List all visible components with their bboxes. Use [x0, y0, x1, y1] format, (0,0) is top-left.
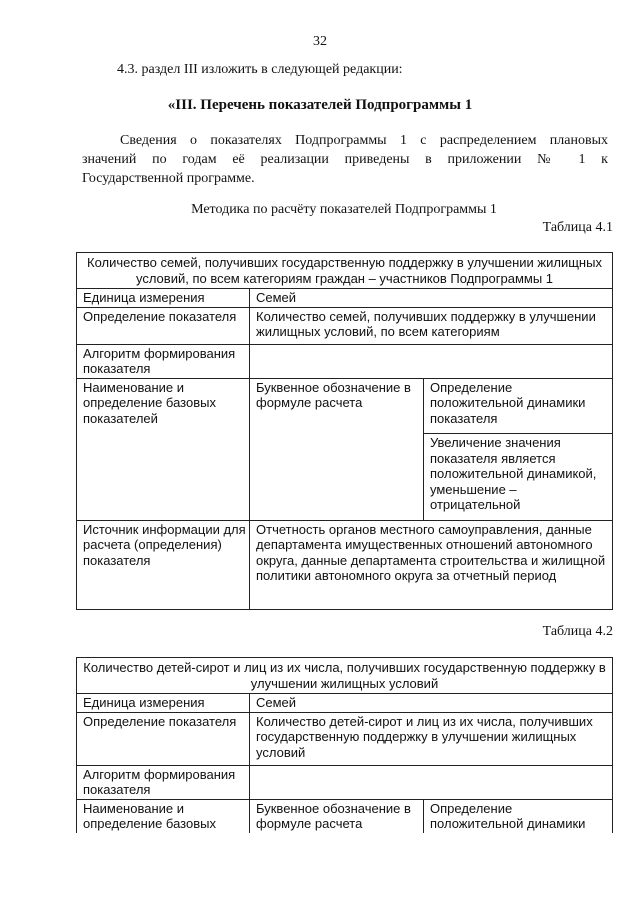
table-title: Количество семей, получивших государственную поддержку в улучшении жилищных условий, по всем категориям граждан – участников Подпрограммы 1	[77, 253, 613, 289]
table-cell-label: Определение показателя	[77, 307, 250, 344]
table-cell-label: Алгоритм формирования показателя	[77, 344, 250, 378]
paragraph-line: Сведения о показателях Подпрограммы 1 с распределением плановых	[120, 133, 608, 148]
table-cell-label: Буквенное обозначение в формуле расчета	[250, 799, 424, 833]
table-cell-label: Буквенное обозначение в формуле расчета	[250, 378, 424, 434]
table-cell-value: Семей	[250, 289, 613, 308]
table-cell-value: Увеличение значения показателя является положительной динамикой, уменьшение – отрицательной	[424, 434, 613, 521]
table-cell-value: Количество детей-сирот и лиц из их числа, получивших государственную поддержку в улучшении жилищных условий	[250, 712, 613, 765]
table-cell-label: Источник информации для расчета (определения) показателя	[77, 520, 250, 609]
paragraph-line: Государственной программе.	[82, 171, 255, 186]
table2-caption: Таблица 4.2	[542, 624, 613, 639]
table-cell-value	[250, 765, 613, 799]
section-heading: «III. Перечень показателей Подпрограммы 1	[167, 97, 473, 113]
table-title: Количество детей-сирот и лиц из их числа, получивших государственную поддержку в улучшении жилищных условий	[77, 658, 613, 694]
table1-caption: Таблица 4.1	[542, 220, 613, 235]
methodology-title: Методика по расчёту показателей Подпрограммы 1	[191, 202, 497, 217]
table-row	[77, 799, 613, 833]
paragraph-line: значений по годам её реализации приведены в приложении № 1 к	[82, 152, 608, 167]
indicator-table-2	[76, 657, 613, 833]
table-cell-label: Наименование и определение базовых показателей	[77, 378, 250, 434]
table-cell-label: Определение показателя	[77, 712, 250, 765]
table-cell-label: Единица измерения	[77, 694, 250, 713]
table-cell-label: Алгоритм формирования показателя	[77, 765, 250, 799]
table-cell-label: Наименование и определение базовых	[77, 799, 250, 833]
table-row	[77, 658, 613, 694]
table-cell-label: Определение положительной динамики	[424, 799, 613, 833]
table-cell-value: Семей	[250, 694, 613, 713]
table-row	[77, 694, 613, 713]
intro-line: 4.3. раздел III изложить в следующей редакции:	[117, 62, 403, 77]
table-row	[77, 712, 613, 765]
table-cell-label: Единица измерения	[77, 289, 250, 308]
table-cell-value: Количество семей, получивших поддержку в улучшении жилищных условий, по всем категориям	[250, 307, 613, 344]
table-cell-label: Определение положительной динамики показателя	[424, 378, 613, 434]
table-row	[77, 765, 613, 799]
table-cell-value: Отчетность органов местного самоуправления, данные департамента имущественных отношений автономного округа, данные департамента строительства и жилищной политики автономного округа за отчетный период	[250, 520, 613, 609]
page-number: 32	[313, 34, 327, 49]
